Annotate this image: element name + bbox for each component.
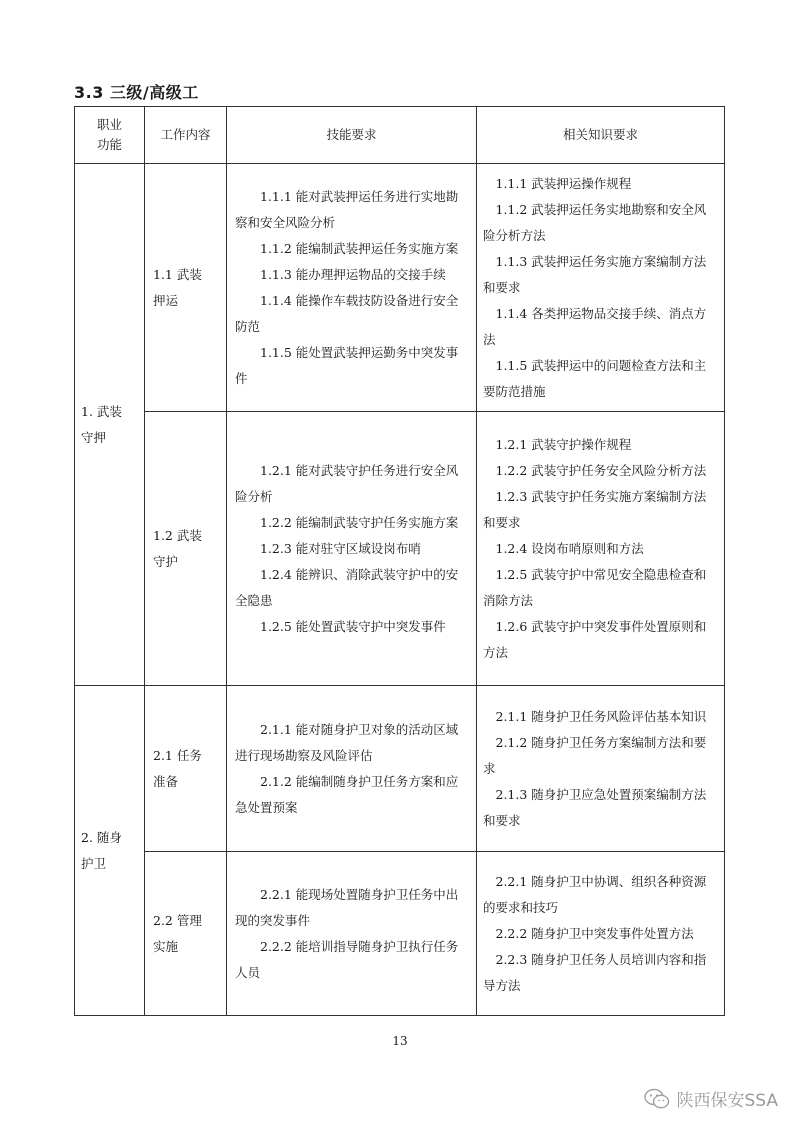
knowledge-item: 1.2.3 武装守护任务实施方案编制方法和要求 (483, 488, 707, 530)
knowledge-item: 2.1.2 随身护卫任务方案编制方法和要求 (483, 734, 707, 776)
skills-cell (227, 164, 477, 412)
knowledge-cell (477, 852, 725, 1016)
skill-item: 2.1.2 能编制随身护卫任务方案和应急处置预案 (235, 773, 459, 815)
skills-cell (227, 686, 477, 852)
knowledge-item: 1.1.4 各类押运物品交接手续、消点方法 (483, 305, 707, 347)
skill-item: 1.1.1 能对武装押运任务进行实地勘察和安全风险分析 (235, 188, 459, 230)
watermark-text: 陕西保安SSA (676, 1091, 778, 1111)
knowledge-item: 1.1.1 武装押运操作规程 (495, 175, 632, 191)
knowledge-item: 1.2.2 武装守护任务安全风险分析方法 (495, 462, 707, 478)
table-row (75, 686, 725, 852)
skill-item: 1.2.5 能处置武装守护中突发事件 (260, 618, 446, 634)
skills-cell (227, 412, 477, 686)
knowledge-item: 2.2.3 随身护卫任务人员培训内容和指导方法 (483, 951, 707, 993)
header-function: 职业 功能 (75, 107, 145, 164)
knowledge-item: 1.1.5 武装押运中的问题检查方法和主要防范措施 (483, 357, 707, 399)
skills-cell (227, 852, 477, 1016)
section-title: 3.3 三级/高级工 (74, 83, 199, 102)
function-cell: 2. 随身 护卫 (75, 686, 145, 1016)
knowledge-item: 1.1.3 武装押运任务实施方案编制方法和要求 (483, 253, 707, 295)
knowledge-item: 1.1.2 武装押运任务实地勘察和安全风险分析方法 (483, 201, 707, 243)
table-row (75, 852, 725, 1016)
page-number: 13 (392, 1034, 408, 1048)
skill-item: 1.1.3 能办理押运物品的交接手续 (260, 266, 446, 282)
work-content-cell: 1.1 武装 押运 (145, 164, 227, 412)
skill-item: 1.1.4 能操作车载技防设备进行安全防范 (235, 292, 459, 334)
knowledge-item: 2.2.2 随身护卫中突发事件处置方法 (495, 925, 694, 941)
skill-item: 1.2.3 能对驻守区域设岗布哨 (260, 540, 421, 556)
table-header-row (75, 107, 725, 164)
knowledge-item: 2.2.1 随身护卫中协调、组织各种资源的要求和技巧 (483, 873, 707, 915)
knowledge-item: 2.1.3 随身护卫应急处置预案编制方法和要求 (483, 786, 707, 828)
skill-item: 1.2.4 能辨识、消除武装守护中的安全隐患 (235, 566, 459, 608)
skill-item: 2.2.2 能培训指导随身护卫执行任务人员 (235, 938, 459, 980)
watermark (644, 1086, 778, 1111)
skill-item: 1.1.5 能处置武装押运勤务中突发事件 (235, 344, 459, 386)
knowledge-item: 1.2.4 设岗布哨原则和方法 (495, 540, 644, 556)
header-skills: 技能要求 (227, 107, 477, 164)
knowledge-item: 1.2.5 武装守护中常见安全隐患检查和消除方法 (483, 566, 707, 608)
skill-item: 1.2.2 能编制武装守护任务实施方案 (260, 514, 459, 530)
header-knowledge: 相关知识要求 (477, 107, 725, 164)
work-content-cell: 2.2 管理 实施 (145, 852, 227, 1016)
knowledge-cell (477, 686, 725, 852)
knowledge-item: 1.2.1 武装守护操作规程 (495, 436, 632, 452)
skill-item: 2.1.1 能对随身护卫对象的活动区域进行现场勘察及风险评估 (235, 721, 459, 763)
knowledge-cell (477, 164, 725, 412)
wechat-icon (644, 1088, 670, 1110)
work-content-cell: 2.1 任务 准备 (145, 686, 227, 852)
knowledge-item: 1.2.6 武装守护中突发事件处置原则和方法 (483, 618, 707, 660)
knowledge-cell (477, 412, 725, 686)
skill-item: 1.1.2 能编制武装押运任务实施方案 (260, 240, 459, 256)
table-body (75, 164, 725, 1016)
work-content-cell: 1.2 武装 守护 (145, 412, 227, 686)
function-cell: 1. 武装 守押 (75, 164, 145, 686)
table-row (75, 164, 725, 412)
skill-item: 1.2.1 能对武装守护任务进行安全风险分析 (235, 462, 459, 504)
knowledge-item: 2.1.1 随身护卫任务风险评估基本知识 (495, 708, 707, 724)
skill-item: 2.2.1 能现场处置随身护卫任务中出现的突发事件 (235, 886, 459, 928)
header-content: 工作内容 (145, 107, 227, 164)
table-row (75, 412, 725, 686)
occupational-standard-table (74, 106, 725, 1016)
